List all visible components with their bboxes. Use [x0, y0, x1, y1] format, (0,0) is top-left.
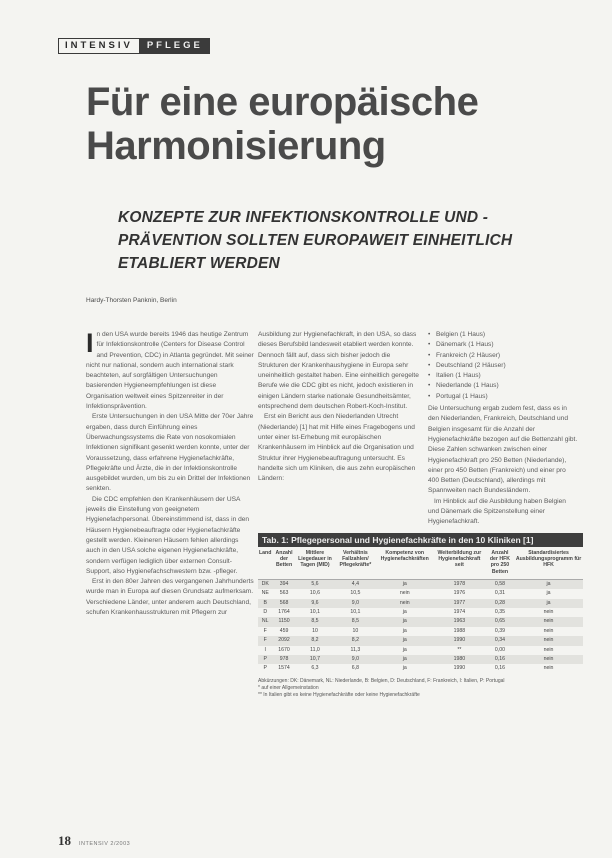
paragraph-text: n den USA wurde bereits 1946 das heutige Zentrum für Infektionskontrolle (Centers for Disease Control and Prevention, CDC) in Atlanta gegründet. Mit seiner nicht nur national, sondern auch international stark beachteten, auf sorgfältigen Untersuchungen basierenden Hygieneempfehlungen ist diese Organisation weltweit eines Spitzenreiter in der Infektionsprävention.	[86, 331, 254, 411]
table-cell: 0,35	[494, 609, 505, 616]
country-list	[428, 330, 578, 402]
table-cell: 1764	[278, 609, 290, 616]
paragraph	[86, 330, 254, 412]
table-cell: DK	[258, 579, 272, 589]
table-row	[258, 627, 583, 636]
table-cell: 1980	[433, 655, 486, 664]
list-item: • Deutschland (2 Häuser)	[428, 361, 578, 371]
table-header-cell: Anzahl der Betten	[272, 547, 295, 579]
table-cell: 8,5	[334, 617, 376, 626]
table-cell: nein	[514, 655, 583, 664]
table-cell: 10	[352, 627, 359, 634]
table-cell: 1974	[453, 609, 466, 616]
data-table-block	[258, 533, 583, 699]
table-cell: NE	[261, 590, 269, 597]
paragraph: Erst in den 80er Jahren des vergangenen Jahrhunderts wurde man in Europa auf diesen Grundsatz aufmerksam. Verschiedene Länder, unter anderem auch Deutschland, schufen Krankenhausstrukturen mit Pflegern zur	[86, 578, 254, 617]
drop-cap: I	[86, 328, 94, 358]
table-cell: 9,0	[334, 655, 376, 664]
table-cell: 2092	[272, 636, 295, 645]
page-footer	[58, 833, 130, 849]
table-notes	[258, 678, 583, 699]
table-cell: ja	[402, 665, 407, 672]
table-cell: I	[264, 646, 266, 653]
table-row	[258, 589, 583, 598]
table-cell: ja	[514, 579, 583, 589]
table-cell: 1977	[433, 599, 486, 608]
table-cell: F	[263, 627, 267, 634]
table-cell: 10,7	[296, 655, 335, 664]
table-cell: 10,5	[350, 590, 361, 597]
table-cell: 6,8	[351, 665, 359, 672]
table-cell: P	[263, 665, 267, 672]
table-cell: 4,4	[334, 579, 376, 589]
table-cell: 9,6	[296, 599, 335, 608]
table-row	[258, 646, 583, 655]
table-cell: 0,28	[486, 599, 514, 608]
table-cell: 0,31	[494, 590, 505, 597]
table-cell: nein	[399, 590, 410, 597]
list-item: • Frankreich (2 Häuser)	[428, 351, 578, 361]
table-header-cell: Standardisiertes Ausbildungsprogramm für HFK	[514, 547, 583, 579]
table-cell: 6,3	[311, 665, 319, 672]
page-number: 18	[58, 833, 71, 848]
table-cell: ja	[546, 590, 551, 597]
issue-label: INTENSIV 2/2003	[79, 841, 131, 847]
list-item: • Italien (1 Haus)	[428, 371, 578, 381]
table-cell: 8,5	[296, 617, 335, 626]
table-header-cell: Land	[258, 547, 272, 579]
text-column-2	[258, 330, 422, 484]
table-cell: 563	[279, 590, 289, 597]
table-row	[258, 608, 583, 617]
table-cell: 1978	[433, 579, 486, 589]
list-item: • Niederlande (1 Haus)	[428, 381, 578, 391]
table-cell: nein	[543, 609, 554, 616]
section-label	[58, 38, 210, 54]
table-cell: ja	[377, 636, 433, 645]
table-cell: 394	[272, 579, 295, 589]
staff-table	[258, 547, 583, 674]
table-cell: ja	[377, 579, 433, 589]
table-cell: 1670	[278, 646, 290, 653]
table-note: ** In Italien gibt es keine Hygienefachkräfte oder keine Hygienefachkräfte	[258, 691, 420, 698]
table-cell: 8,2	[296, 636, 335, 645]
text-column-1	[86, 330, 254, 618]
table-cell: F	[258, 636, 272, 645]
table-cell: 0,65	[486, 617, 514, 626]
table-header-row	[258, 547, 583, 579]
table-cell: 1990	[433, 636, 486, 645]
table-cell: 0,16	[486, 655, 514, 664]
table-cell: D	[263, 609, 268, 616]
table-cell: **	[457, 646, 462, 653]
list-item: • Portugal (1 Haus)	[428, 392, 578, 402]
list-item: • Belgien (1 Haus)	[428, 330, 578, 340]
table-cell: ja	[377, 655, 433, 664]
table-cell: 5,6	[296, 579, 335, 589]
table-cell: 8,2	[334, 636, 376, 645]
text-column-3	[428, 330, 578, 528]
table-cell: 568	[272, 599, 295, 608]
paragraph: Im Hinblick auf die Ausbildung haben Belgien und Dänemark die Spitzenstellung einer Hygienefachkraft.	[428, 497, 566, 526]
paragraph: Erste Untersuchungen in den USA Mitte der 70er Jahre ergaben, dass durch Einführung eines Überwachungssystems die Rate von nosokomialen Infektionen signifikant gesenkt werden konnte, unter der Voraussetzung, dass erfahrene Hygienefachkräfte, Pflegekräfte und Ärzte, die in der Infektionskontrolle ausgebildet wurden, um bis zu ein Drittel der Infektionen senkten.	[86, 413, 254, 493]
table-cell: B	[258, 599, 272, 608]
article-title: Für eine europäische Harmonisierung	[86, 80, 479, 168]
table-cell: 1988	[453, 627, 466, 634]
table-cell: nein	[543, 646, 554, 653]
table-header-cell: Verhältnis Fallzahlen/ Pflegekräfte*	[334, 547, 376, 579]
table-header-cell: Weiterbildung zur Hygienefachkraft seit	[433, 547, 486, 579]
table-cell: 9,0	[334, 599, 376, 608]
list-item: • Dänemark (1 Haus)	[428, 340, 578, 350]
section-label-intensiv: INTENSIV	[58, 38, 140, 54]
table-cell: nein	[543, 627, 554, 634]
table-cell: 459	[279, 627, 289, 634]
table-row	[258, 664, 583, 673]
table-cell: 10,1	[309, 609, 321, 616]
table-cell: NL	[258, 617, 272, 626]
table-cell: 0,16	[494, 665, 505, 672]
table-cell: 1976	[453, 590, 466, 597]
table-cell: 10	[312, 627, 318, 634]
table-cell: 11,0	[310, 646, 320, 653]
table-cell: 1990	[453, 665, 466, 672]
table-cell: 1574	[278, 665, 290, 672]
table-cell: 10,6	[309, 590, 321, 597]
table-row	[258, 655, 583, 664]
paragraph: Die CDC empfehlen den Krankenhäusern der USA jeweils die Einstellung von geeignetem Hygienefachpersonal. Übereinstimmend ist, dass in den Häusern Hygienebeauftragte oder Hygienefachkräfte gestellt werden. Kleineren Häusern fehlen allerdings auch in den USA solche eigenen Hygienefachkräfte, sondern verfügen lediglich über externen Consult-Support, also Hygienefachschwestern bzw. -pfleger.	[86, 495, 250, 575]
table-cell: P	[258, 655, 272, 664]
table-row	[258, 636, 583, 645]
table-cell: nein	[377, 599, 433, 608]
table-caption: Tab. 1: Pflegepersonal und Hygienefachkräfte in den 10 Kliniken [1]	[258, 533, 583, 547]
paragraph: Die Untersuchung ergab zudem fest, dass es in den Niederlanden, Frankreich, Deutschland und Belgien insgesamt für die Anzahl der Hygienefachkräfte bezogen auf die Bettenzahl gibt. Diese Zahlen schwanken zwischen einer Hygienefachkraft pro 250 Betten (Niederlande), einer pro 450 Betten (Frankreich) und einer pro 400 Betten (Deutschland), allerdings mit Spannweiten nach Bundesländern.	[428, 405, 578, 495]
table-row	[258, 599, 583, 608]
paragraph: Erst ein Bericht aus den Niederlanden Utrecht (Niederlande) [1] hat mit Hilfe eines Fragebogens und unter einer Ist-Erhebung mit europäischen Krankenhäusern im Hinblick auf die Organisation und Struktur ihrer Hygienebeauftragung untersucht. Es handelte sich um Kliniken, die aus zehn europäischen Ländern:	[258, 413, 416, 483]
table-cell: nein	[543, 665, 554, 672]
table-header-cell: Kompetenz von Hygienefachkräften	[377, 547, 433, 579]
table-cell: 1963	[433, 617, 486, 626]
table-header-cell: Anzahl der HFK pro 250 Betten	[486, 547, 514, 579]
table-legend: Abkürzungen: DK: Dänemark, NL: Niederlande, B: Belgien, D: Deutschland, F: Frankreich, I: Italien, P: Portugal	[258, 677, 505, 684]
table-cell: ja	[402, 646, 407, 653]
table-cell: 0,39	[494, 627, 505, 634]
table-cell: 10,1	[350, 609, 361, 616]
paragraph: Ausbildung zur Hygienefachkraft, in den USA, so dass dieses Berufsbild landesweit etabliert werden konnte. Dennoch fällt auf, dass sich bisher jedoch die Strukturen der Krankenhaushygiene in Europa sehr uneinheitlich gestaltet haben. Eine einheitlich geregelte Berufe wie die CDC gibt es nicht, jedoch existieren in einigen Ländern starke nationale Gesundheitsämter, entsprechend dem deutschen Robert-Koch-Institut.	[258, 331, 419, 411]
table-cell: ja	[514, 599, 583, 608]
table-cell: nein	[514, 617, 583, 626]
section-label-pflege: PFLEGE	[140, 38, 210, 54]
table-cell: nein	[514, 636, 583, 645]
table-cell: 978	[272, 655, 295, 664]
table-cell: 0,58	[486, 579, 514, 589]
table-cell: 0,00	[494, 646, 505, 653]
table-header-cell: Mittlere Liegedauer in Tagen (MID)	[296, 547, 335, 579]
table-cell: 1150	[272, 617, 295, 626]
table-row	[258, 617, 583, 626]
author-byline: Hardy-Thorsten Panknin, Berlin	[86, 297, 177, 304]
table-cell: 11,3	[350, 646, 361, 653]
table-body	[258, 579, 583, 674]
table-cell: ja	[377, 617, 433, 626]
article-subtitle: KONZEPTE ZUR INFEKTIONSKONTROLLE UND -PRÄVENTION SOLLTEN EUROPAWEIT EINHEITLICH ETABLIERT WERDEN	[118, 209, 513, 272]
table-cell: ja	[402, 609, 407, 616]
table-cell: ja	[402, 627, 407, 634]
table-row	[258, 579, 583, 589]
table-cell: 0,34	[486, 636, 514, 645]
table-note: * auf einer Allgemeinstation	[258, 684, 319, 691]
